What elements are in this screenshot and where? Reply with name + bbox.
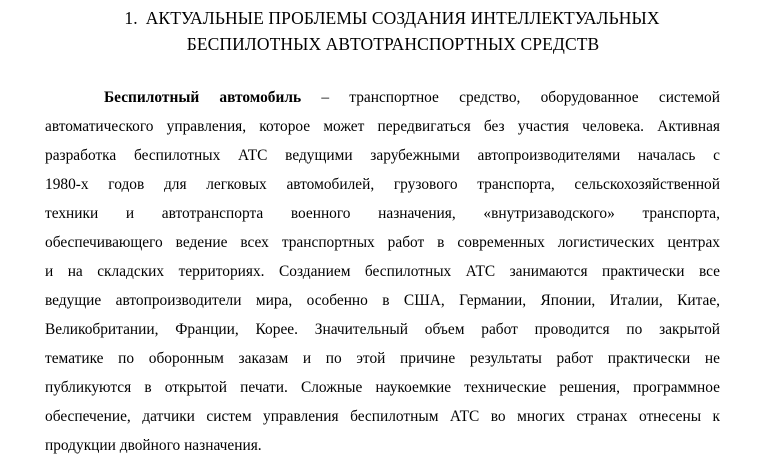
paragraph-line: обеспечивающего ведение всех транспортных работ в современных логистических центрах [45, 234, 720, 251]
paragraph-line: публикуются в открытой печати. Сложные наукоемкие технические решения, программное [45, 379, 720, 396]
section-heading [0, 5, 760, 57]
paragraph-line: тематике по оборонным заказам и по этой причине результаты работ практически не [45, 350, 720, 367]
paragraph-line: ведущие автопроизводители мира, особенно в США, Германии, Японии, Италии, Китае, [45, 292, 720, 309]
heading-line-2: БЕСПИЛОТНЫХ АВТОТРАНСПОРТНЫХ СРЕДСТВ [186, 34, 600, 54]
paragraph-line: и на складских территориях. Созданием беспилотных АТС занимаются практически все [45, 263, 720, 280]
defined-term: Беспилотный автомобиль [104, 89, 302, 106]
paragraph-line: 1980-х годов для легковых автомобилей, грузового транспорта, сельскохозяйственной [45, 176, 720, 193]
heading-number: 1. [124, 8, 138, 28]
paragraph-line: обеспечение, датчики систем управления беспилотным АТС во многих странах отнесены к [45, 408, 720, 425]
paragraph-line: разработка беспилотных АТС ведущими зарубежными автопроизводителями началась с [45, 147, 720, 164]
paragraph-line: автоматического управления, которое может передвигаться без участия человека. Активная [45, 118, 720, 135]
paragraph-line: техники и автотранспорта военного назначения, «внутризаводского» транспорта, [45, 205, 720, 222]
paragraph-line-text: – транспортное средство, оборудованное системой [321, 89, 720, 106]
paragraph-line: Великобритании, Франции, Корее. Значительный объем работ проводится по закрытой [45, 321, 720, 338]
paragraph-line: продукции двойного назначения. [45, 437, 262, 454]
paragraph-line [104, 88, 720, 117]
heading-line-1 [0, 5, 760, 31]
heading-text-1: АКТУАЛЬНЫЕ ПРОБЛЕМЫ СОЗДАНИЯ ИНТЕЛЛЕКТУАЛЬНЫХ [145, 8, 660, 28]
